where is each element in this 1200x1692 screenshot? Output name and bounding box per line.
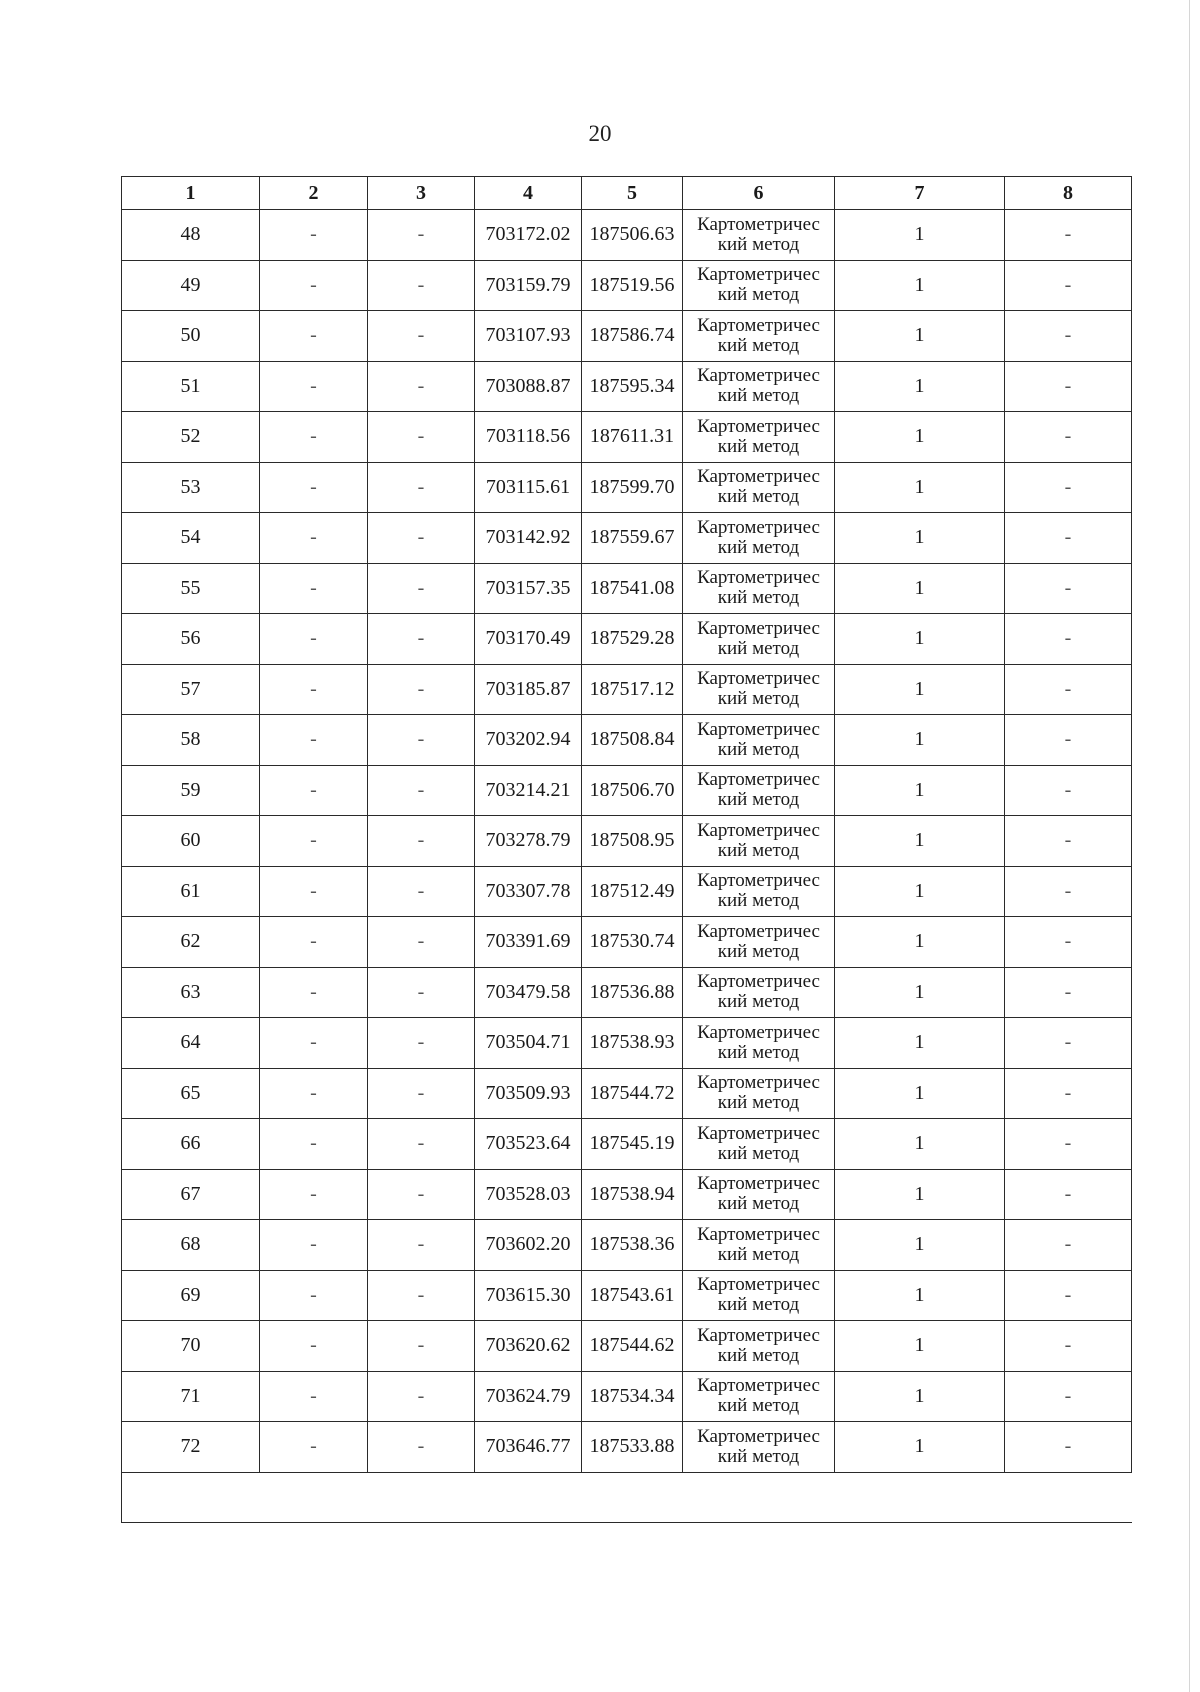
x-coordinate-cell: 703528.03 [475, 1169, 582, 1220]
col3-cell: - [368, 311, 475, 362]
accuracy-cell: 1 [835, 1220, 1005, 1271]
col8-cell: - [1005, 1119, 1132, 1170]
col8-cell: - [1005, 765, 1132, 816]
point-number-cell: 48 [122, 210, 260, 261]
x-coordinate-cell: 703107.93 [475, 311, 582, 362]
method-cell: Картометричес кий метод [683, 260, 835, 311]
point-number-cell: 53 [122, 462, 260, 513]
x-coordinate-cell: 703159.79 [475, 260, 582, 311]
accuracy-cell: 1 [835, 361, 1005, 412]
x-coordinate-cell: 703391.69 [475, 917, 582, 968]
col2-cell: - [260, 1018, 368, 1069]
point-number-cell: 54 [122, 513, 260, 564]
col3-cell: - [368, 816, 475, 867]
x-coordinate-cell: 703157.35 [475, 563, 582, 614]
method-cell: Картометричес кий метод [683, 1321, 835, 1372]
col8-cell: - [1005, 715, 1132, 766]
method-cell: Картометричес кий метод [683, 664, 835, 715]
accuracy-cell: 1 [835, 210, 1005, 261]
column-header-5: 5 [582, 177, 683, 210]
col2-cell: - [260, 412, 368, 463]
point-number-cell: 67 [122, 1169, 260, 1220]
col2-cell: - [260, 210, 368, 261]
col2-cell: - [260, 866, 368, 917]
x-coordinate-cell: 703115.61 [475, 462, 582, 513]
method-cell: Картометричес кий метод [683, 311, 835, 362]
x-coordinate-cell: 703620.62 [475, 1321, 582, 1372]
col3-cell: - [368, 361, 475, 412]
col8-cell: - [1005, 210, 1132, 261]
col3-cell: - [368, 1018, 475, 1069]
point-number-cell: 68 [122, 1220, 260, 1271]
accuracy-cell: 1 [835, 1068, 1005, 1119]
x-coordinate-cell: 703523.64 [475, 1119, 582, 1170]
point-number-cell: 49 [122, 260, 260, 311]
column-header-2: 2 [260, 177, 368, 210]
y-coordinate-cell: 187508.95 [582, 816, 683, 867]
x-coordinate-cell: 703170.49 [475, 614, 582, 665]
col8-cell: - [1005, 462, 1132, 513]
y-coordinate-cell: 187536.88 [582, 967, 683, 1018]
table-row [122, 260, 1132, 311]
x-coordinate-cell: 703214.21 [475, 765, 582, 816]
empty-row [122, 1472, 1132, 1523]
x-coordinate-cell: 703185.87 [475, 664, 582, 715]
point-number-cell: 61 [122, 866, 260, 917]
method-cell: Картометричес кий метод [683, 1270, 835, 1321]
accuracy-cell: 1 [835, 715, 1005, 766]
col8-cell: - [1005, 563, 1132, 614]
col2-cell: - [260, 1371, 368, 1422]
table-row [122, 311, 1132, 362]
col2-cell: - [260, 563, 368, 614]
col8-cell: - [1005, 311, 1132, 362]
accuracy-cell: 1 [835, 412, 1005, 463]
table-row [122, 210, 1132, 261]
accuracy-cell: 1 [835, 1169, 1005, 1220]
col8-cell: - [1005, 1270, 1132, 1321]
method-cell: Картометричес кий метод [683, 765, 835, 816]
col8-cell: - [1005, 1371, 1132, 1422]
col8-cell: - [1005, 1068, 1132, 1119]
table-row [122, 1018, 1132, 1069]
col8-cell: - [1005, 917, 1132, 968]
table-row [122, 563, 1132, 614]
page-edge-line [1189, 0, 1190, 1692]
point-number-cell: 63 [122, 967, 260, 1018]
table-row [122, 1169, 1132, 1220]
col2-cell: - [260, 967, 368, 1018]
col3-cell: - [368, 1068, 475, 1119]
accuracy-cell: 1 [835, 1422, 1005, 1473]
accuracy-cell: 1 [835, 614, 1005, 665]
y-coordinate-cell: 187595.34 [582, 361, 683, 412]
column-header-8: 8 [1005, 177, 1132, 210]
table-row [122, 614, 1132, 665]
col2-cell: - [260, 1422, 368, 1473]
point-number-cell: 52 [122, 412, 260, 463]
accuracy-cell: 1 [835, 1018, 1005, 1069]
x-coordinate-cell: 703624.79 [475, 1371, 582, 1422]
table-row [122, 967, 1132, 1018]
table-row [122, 917, 1132, 968]
col8-cell: - [1005, 614, 1132, 665]
method-cell: Картометричес кий метод [683, 967, 835, 1018]
point-number-cell: 72 [122, 1422, 260, 1473]
col3-cell: - [368, 664, 475, 715]
col3-cell: - [368, 210, 475, 261]
col8-cell: - [1005, 664, 1132, 715]
accuracy-cell: 1 [835, 866, 1005, 917]
accuracy-cell: 1 [835, 967, 1005, 1018]
coordinates-table [121, 176, 1132, 1523]
col2-cell: - [260, 361, 368, 412]
y-coordinate-cell: 187506.63 [582, 210, 683, 261]
col8-cell: - [1005, 1422, 1132, 1473]
point-number-cell: 71 [122, 1371, 260, 1422]
col2-cell: - [260, 816, 368, 867]
col3-cell: - [368, 513, 475, 564]
y-coordinate-cell: 187538.36 [582, 1220, 683, 1271]
point-number-cell: 62 [122, 917, 260, 968]
col8-cell: - [1005, 816, 1132, 867]
method-cell: Картометричес кий метод [683, 462, 835, 513]
method-cell: Картометричес кий метод [683, 563, 835, 614]
col3-cell: - [368, 1321, 475, 1372]
column-header-4: 4 [475, 177, 582, 210]
col2-cell: - [260, 614, 368, 665]
method-cell: Картометричес кий метод [683, 412, 835, 463]
col8-cell: - [1005, 513, 1132, 564]
table-row [122, 361, 1132, 412]
page-number: 20 [588, 121, 612, 146]
accuracy-cell: 1 [835, 563, 1005, 614]
table-row [122, 462, 1132, 513]
col8-cell: - [1005, 260, 1132, 311]
col2-cell: - [260, 462, 368, 513]
col8-cell: - [1005, 866, 1132, 917]
method-cell: Картометричес кий метод [683, 1220, 835, 1271]
y-coordinate-cell: 187533.88 [582, 1422, 683, 1473]
x-coordinate-cell: 703172.02 [475, 210, 582, 261]
col3-cell: - [368, 1220, 475, 1271]
x-coordinate-cell: 703278.79 [475, 816, 582, 867]
y-coordinate-cell: 187559.67 [582, 513, 683, 564]
point-number-cell: 57 [122, 664, 260, 715]
y-coordinate-cell: 187543.61 [582, 1270, 683, 1321]
col2-cell: - [260, 715, 368, 766]
accuracy-cell: 1 [835, 765, 1005, 816]
accuracy-cell: 1 [835, 513, 1005, 564]
accuracy-cell: 1 [835, 311, 1005, 362]
y-coordinate-cell: 187508.84 [582, 715, 683, 766]
col2-cell: - [260, 1270, 368, 1321]
y-coordinate-cell: 187538.93 [582, 1018, 683, 1069]
accuracy-cell: 1 [835, 1270, 1005, 1321]
col2-cell: - [260, 1068, 368, 1119]
col3-cell: - [368, 1422, 475, 1473]
col3-cell: - [368, 563, 475, 614]
x-coordinate-cell: 703479.58 [475, 967, 582, 1018]
x-coordinate-cell: 703118.56 [475, 412, 582, 463]
x-coordinate-cell: 703088.87 [475, 361, 582, 412]
y-coordinate-cell: 187545.19 [582, 1119, 683, 1170]
method-cell: Картометричес кий метод [683, 1018, 835, 1069]
col8-cell: - [1005, 361, 1132, 412]
col8-cell: - [1005, 1169, 1132, 1220]
point-number-cell: 56 [122, 614, 260, 665]
y-coordinate-cell: 187541.08 [582, 563, 683, 614]
col8-cell: - [1005, 967, 1132, 1018]
y-coordinate-cell: 187512.49 [582, 866, 683, 917]
y-coordinate-cell: 187506.70 [582, 765, 683, 816]
x-coordinate-cell: 703142.92 [475, 513, 582, 564]
col3-cell: - [368, 967, 475, 1018]
table-row [122, 412, 1132, 463]
method-cell: Картометричес кий метод [683, 1422, 835, 1473]
x-coordinate-cell: 703646.77 [475, 1422, 582, 1473]
col2-cell: - [260, 311, 368, 362]
method-cell: Картометричес кий метод [683, 614, 835, 665]
col2-cell: - [260, 917, 368, 968]
accuracy-cell: 1 [835, 917, 1005, 968]
col2-cell: - [260, 513, 368, 564]
col2-cell: - [260, 1321, 368, 1372]
method-cell: Картометричес кий метод [683, 1169, 835, 1220]
method-cell: Картометричес кий метод [683, 866, 835, 917]
accuracy-cell: 1 [835, 816, 1005, 867]
accuracy-cell: 1 [835, 1321, 1005, 1372]
y-coordinate-cell: 187519.56 [582, 260, 683, 311]
point-number-cell: 69 [122, 1270, 260, 1321]
method-cell: Картометричес кий метод [683, 1068, 835, 1119]
y-coordinate-cell: 187529.28 [582, 614, 683, 665]
point-number-cell: 60 [122, 816, 260, 867]
col8-cell: - [1005, 412, 1132, 463]
col3-cell: - [368, 1270, 475, 1321]
col2-cell: - [260, 664, 368, 715]
point-number-cell: 64 [122, 1018, 260, 1069]
x-coordinate-cell: 703202.94 [475, 715, 582, 766]
method-cell: Картометричес кий метод [683, 715, 835, 766]
table-header-row [122, 177, 1132, 210]
y-coordinate-cell: 187534.34 [582, 1371, 683, 1422]
y-coordinate-cell: 187599.70 [582, 462, 683, 513]
column-header-3: 3 [368, 177, 475, 210]
point-number-cell: 65 [122, 1068, 260, 1119]
method-cell: Картометричес кий метод [683, 917, 835, 968]
x-coordinate-cell: 703509.93 [475, 1068, 582, 1119]
point-number-cell: 50 [122, 311, 260, 362]
table-row [122, 1321, 1132, 1372]
col2-cell: - [260, 1169, 368, 1220]
table-row [122, 664, 1132, 715]
x-coordinate-cell: 703602.20 [475, 1220, 582, 1271]
accuracy-cell: 1 [835, 260, 1005, 311]
method-cell: Картометричес кий метод [683, 816, 835, 867]
y-coordinate-cell: 187611.31 [582, 412, 683, 463]
method-cell: Картометричес кий метод [683, 210, 835, 261]
column-header-6: 6 [683, 177, 835, 210]
col3-cell: - [368, 715, 475, 766]
table-body [122, 210, 1132, 1523]
table-row [122, 1371, 1132, 1422]
column-header-1: 1 [122, 177, 260, 210]
point-number-cell: 59 [122, 765, 260, 816]
point-number-cell: 70 [122, 1321, 260, 1372]
col3-cell: - [368, 1371, 475, 1422]
point-number-cell: 58 [122, 715, 260, 766]
col3-cell: - [368, 260, 475, 311]
col8-cell: - [1005, 1321, 1132, 1372]
empty-cell [122, 1472, 1132, 1523]
column-header-7: 7 [835, 177, 1005, 210]
table-row [122, 1068, 1132, 1119]
col3-cell: - [368, 866, 475, 917]
col2-cell: - [260, 1220, 368, 1271]
x-coordinate-cell: 703615.30 [475, 1270, 582, 1321]
col3-cell: - [368, 614, 475, 665]
col2-cell: - [260, 260, 368, 311]
col3-cell: - [368, 462, 475, 513]
table-row [122, 1119, 1132, 1170]
method-cell: Картометричес кий метод [683, 513, 835, 564]
point-number-cell: 51 [122, 361, 260, 412]
accuracy-cell: 1 [835, 664, 1005, 715]
y-coordinate-cell: 187517.12 [582, 664, 683, 715]
col3-cell: - [368, 412, 475, 463]
y-coordinate-cell: 187538.94 [582, 1169, 683, 1220]
col2-cell: - [260, 765, 368, 816]
table-row [122, 1270, 1132, 1321]
col8-cell: - [1005, 1220, 1132, 1271]
col8-cell: - [1005, 1018, 1132, 1069]
y-coordinate-cell: 187544.72 [582, 1068, 683, 1119]
method-cell: Картометричес кий метод [683, 1119, 835, 1170]
col2-cell: - [260, 1119, 368, 1170]
y-coordinate-cell: 187530.74 [582, 917, 683, 968]
x-coordinate-cell: 703504.71 [475, 1018, 582, 1069]
point-number-cell: 55 [122, 563, 260, 614]
table-row [122, 765, 1132, 816]
table-row [122, 513, 1132, 564]
col3-cell: - [368, 1169, 475, 1220]
method-cell: Картометричес кий метод [683, 1371, 835, 1422]
x-coordinate-cell: 703307.78 [475, 866, 582, 917]
table-row [122, 1220, 1132, 1271]
table-row [122, 866, 1132, 917]
table-row [122, 715, 1132, 766]
table-row [122, 816, 1132, 867]
point-number-cell: 66 [122, 1119, 260, 1170]
col3-cell: - [368, 1119, 475, 1170]
accuracy-cell: 1 [835, 462, 1005, 513]
method-cell: Картометричес кий метод [683, 361, 835, 412]
col3-cell: - [368, 765, 475, 816]
table-row [122, 1422, 1132, 1473]
accuracy-cell: 1 [835, 1371, 1005, 1422]
y-coordinate-cell: 187586.74 [582, 311, 683, 362]
accuracy-cell: 1 [835, 1119, 1005, 1170]
col3-cell: - [368, 917, 475, 968]
y-coordinate-cell: 187544.62 [582, 1321, 683, 1372]
